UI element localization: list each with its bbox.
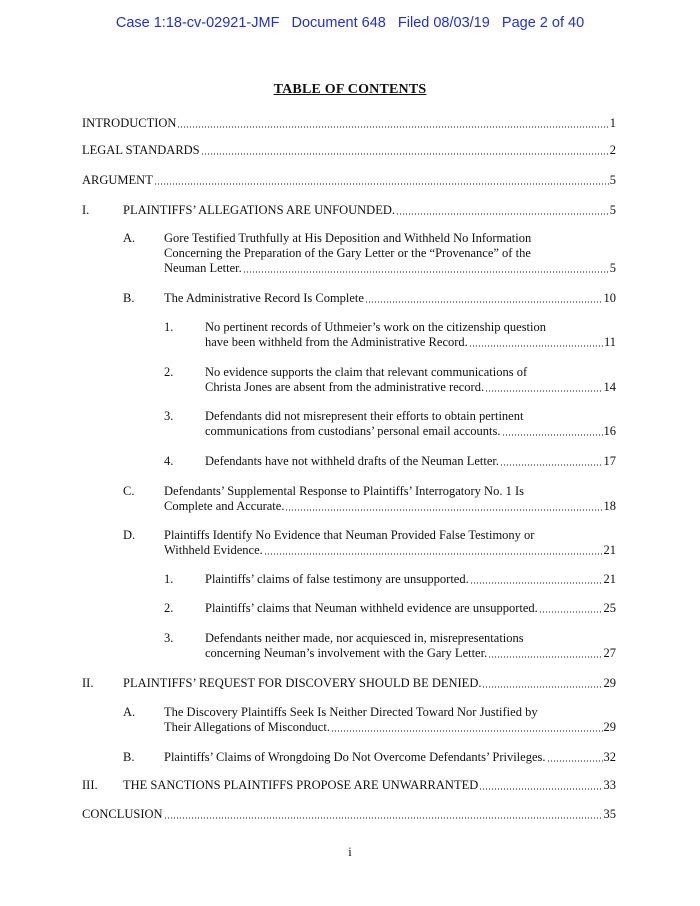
toc-entry-text: have been withheld from the Administrative Record. [205, 335, 468, 349]
toc-entry-text: Defendants did not misrepresent their efforts to obtain pertinent [205, 409, 524, 423]
toc-entry-text: Neuman Letter. [164, 261, 242, 275]
dot-leader [177, 126, 608, 128]
toc-entry-page: 14 [603, 380, 616, 394]
toc-entry-number: 4. [164, 454, 174, 468]
toc-entry-text: Their Allegations of Misconduct. [164, 720, 330, 734]
toc-entry[interactable] [164, 484, 616, 514]
dot-leader [479, 788, 602, 790]
toc-entry[interactable] [164, 750, 616, 765]
dot-leader [154, 183, 609, 185]
toc-entry-text: Plaintiffs Identify No Evidence that Neuman Provided False Testimony or [164, 528, 535, 542]
dot-leader [264, 553, 603, 555]
toc-entry[interactable] [82, 807, 616, 822]
toc-entry-text: PLAINTIFFS’ REQUEST FOR DISCOVERY SHOULD BE DENIED. [123, 676, 482, 690]
toc-entry-number: B. [123, 750, 135, 764]
toc-entry-text: Concerning the Preparation of the Gary Letter or the “Provenance” of the [164, 246, 531, 260]
toc-entry-page: 11 [603, 335, 616, 349]
toc-entry[interactable] [205, 365, 616, 395]
toc-entry-number: II. [82, 676, 94, 690]
toc-entry-number: A. [123, 705, 136, 719]
toc-entry-text: The Administrative Record Is Complete [164, 291, 364, 305]
toc-entry-number: B. [123, 291, 135, 305]
toc-entry-number: 2. [164, 365, 174, 379]
toc-entry[interactable] [164, 231, 616, 276]
dot-leader [243, 271, 609, 273]
toc-entry-text: CONCLUSION [82, 807, 163, 821]
toc-entry[interactable] [164, 291, 616, 306]
toc-entry[interactable] [82, 173, 616, 188]
toc-entry-text: communications from custodians’ personal email accounts. [205, 424, 501, 438]
toc-entry-text: Complete and Accurate. [164, 499, 285, 513]
toc-entry-text: Plaintiffs’ claims that Neuman withheld evidence are unsupported. [205, 601, 538, 615]
dot-leader [285, 509, 602, 511]
toc-entry-text: LEGAL STANDARDS [82, 143, 200, 157]
toc-entry[interactable] [82, 116, 616, 131]
dot-leader [500, 464, 602, 466]
case-header: Case 1:18-cv-02921-JMF Document 648 Filed 08/03/19 Page 2 of 40 [115, 15, 585, 31]
toc-entry[interactable] [123, 778, 616, 793]
toc-title: TABLE OF CONTENTS [273, 82, 427, 97]
toc-entry-text: ARGUMENT [82, 173, 153, 187]
toc-entry-number: III. [82, 778, 98, 792]
dot-leader [485, 390, 602, 392]
toc-entry-text: Plaintiffs’ Claims of Wrongdoing Do Not Overcome Defendants’ Privileges. [164, 750, 546, 764]
dot-leader [469, 345, 603, 347]
dot-leader [539, 611, 603, 613]
toc-entry-number: 3. [164, 409, 174, 423]
toc-entry-page: 21 [603, 543, 616, 557]
toc-entry-number: 2. [164, 601, 174, 615]
dot-leader [488, 656, 602, 658]
toc-entry-number: I. [82, 203, 90, 217]
toc-entry-page: 5 [609, 261, 616, 275]
dot-leader [470, 582, 603, 584]
toc-entry[interactable] [123, 676, 616, 691]
toc-entry-text: Defendants have not withheld drafts of the Neuman Letter. [205, 454, 500, 468]
toc-entry-text: The Discovery Plaintiffs Seek Is Neither Directed Toward Nor Justified by [164, 705, 538, 719]
toc-entry-page: 17 [603, 454, 616, 468]
dot-leader [396, 213, 609, 215]
toc-entry[interactable] [82, 143, 616, 158]
toc-entry[interactable] [205, 572, 616, 587]
toc-entry-page: 25 [603, 601, 616, 615]
toc-entry-page: 5 [609, 173, 616, 187]
toc-entry[interactable] [205, 409, 616, 439]
toc-entry-text: INTRODUCTION [82, 116, 177, 130]
toc-entry-page: 33 [603, 778, 616, 792]
toc-entry-page: 35 [603, 807, 616, 821]
toc-entry-text: PLAINTIFFS’ ALLEGATIONS ARE UNFOUNDED. [123, 203, 395, 217]
dot-leader [482, 686, 602, 688]
toc-entry-text: No evidence supports the claim that relevant communications of [205, 365, 528, 379]
toc-entry-text: Withheld Evidence. [164, 543, 263, 557]
toc-entry-text: Defendants neither made, nor acquiesced in, misrepresentations [205, 631, 524, 645]
dot-leader [331, 730, 603, 732]
toc-entry[interactable] [164, 528, 616, 558]
toc-entry-number: C. [123, 484, 135, 498]
toc-entry-text: Plaintiffs’ claims of false testimony are unsupported. [205, 572, 469, 586]
toc-entry-page: 27 [603, 646, 616, 660]
dot-leader [164, 817, 603, 819]
toc-entry-page: 2 [609, 143, 616, 157]
toc-entry[interactable] [123, 203, 616, 218]
toc-entry-page: 29 [603, 676, 616, 690]
toc-entry-page: 29 [603, 720, 616, 734]
toc-entry-text: concerning Neuman’s involvement with the Gary Letter. [205, 646, 488, 660]
toc-entry-text: THE SANCTIONS PLAINTIFFS PROPOSE ARE UNWARRANTED [123, 778, 479, 792]
toc-entry-text: Defendants’ Supplemental Response to Plaintiffs’ Interrogatory No. 1 Is [164, 484, 524, 498]
toc-entry-page: 32 [603, 750, 616, 764]
dot-leader [502, 434, 603, 436]
toc-entry[interactable] [164, 705, 616, 735]
toc-entry-page: 21 [603, 572, 616, 586]
toc-entry-page: 1 [609, 116, 616, 130]
toc-entry-page: 16 [603, 424, 616, 438]
toc-entry[interactable] [205, 631, 616, 661]
toc-entry-number: D. [123, 528, 136, 542]
toc-entry-page: 18 [603, 499, 616, 513]
toc-entry-text: Christa Jones are absent from the administrative record. [205, 380, 485, 394]
page-number: i [348, 845, 352, 859]
toc-entry[interactable] [205, 320, 616, 350]
toc-entry[interactable] [205, 601, 616, 616]
toc-entry[interactable] [205, 454, 616, 469]
dot-leader [365, 301, 603, 303]
toc-entry-number: 1. [164, 572, 174, 586]
dot-leader [547, 760, 603, 762]
toc-entry-number: A. [123, 231, 136, 245]
toc-entry-number: 1. [164, 320, 174, 334]
toc-entry-number: 3. [164, 631, 174, 645]
toc-entry-text: No pertinent records of Uthmeier’s work on the citizenship question [205, 320, 547, 334]
dot-leader [201, 153, 609, 155]
toc-entry-page: 5 [609, 203, 616, 217]
toc-entry-page: 10 [603, 291, 616, 305]
toc-entry-text: Gore Testified Truthfully at His Deposition and Withheld No Information [164, 231, 532, 245]
